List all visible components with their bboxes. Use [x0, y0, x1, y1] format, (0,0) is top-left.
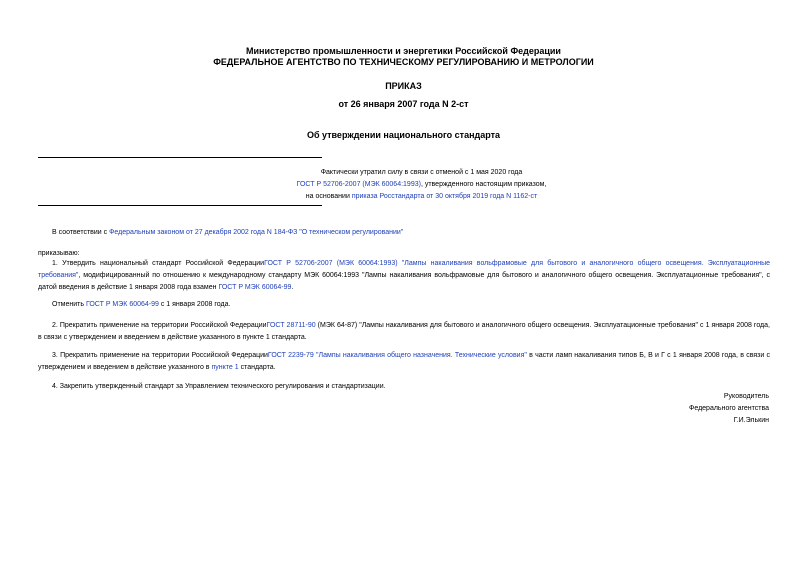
status-note	[38, 167, 805, 203]
gost-r-52706-standard-link[interactable]: ГОСТ Р 52706-2007 (МЭК 60064:1993) "Лампы накаливания вольфрамовые для бытового и аналогичного общего освещения. Эксплуатационные требования"	[38, 260, 770, 279]
status-note-line3: на основании приказа Росстандарта от 30 октября 2019 года N 1162-ст	[305, 193, 538, 200]
gost-28711-link[interactable]: ГОСТ 28711-90	[266, 322, 316, 329]
status-note-line2: ГОСТ Р 52706-2007 (МЭК 60064:1993), утвержденного настоящим приказом,	[296, 181, 547, 188]
paragraph-1: 1. Утвердить национальный стандарт Российской ФедерацииГОСТ Р 52706-2007 (МЭК 60064:1993) "Лампы накаливания вольфрамовые для бытового и аналогичного общего освещения. Эксплуатационные требования", модифицированный по отношению к международному стандарту МЭК 60064:1993 "Лампы накаливания вольфрамовые для бытового и аналогичного общего освещения. Эксплуатационные требования", с датой введения в действие 1 января 2008 года взамен ГОСТ Р МЭК 60064-99.	[38, 260, 770, 291]
order-word: приказываю:	[38, 250, 80, 257]
doc-date: от 26 января 2007 года N 2-ст	[338, 99, 469, 109]
rosstandart-order-link[interactable]: приказа Росстандарта от 30 октября 2019 года N 1162-ст	[351, 193, 538, 200]
paragraph-2: 2. Прекратить применение на территории Российской ФедерацииГОСТ 28711-90 (МЭК 64-87) "Лампы накаливания для бытового и аналогичного общего освещения. Эксплуатационные требования" с 1 января 2008 года, в связи с утверждением и введением в действие указанного в пункте 1 стандарта.	[38, 322, 770, 341]
intro-paragraph: В соответствии с Федеральным законом от 27 декабря 2002 года N 184-ФЗ "О техническом регулировании"	[52, 229, 404, 236]
signature-org: Федерального агентства	[689, 405, 769, 412]
signature-name: Г.И.Элькин	[733, 417, 769, 424]
gost-2239-link[interactable]: ГОСТ 2239-79 "Лампы накаливания общего назначения. Технические условия"	[267, 352, 527, 359]
signature-role: Руководитель	[723, 393, 769, 400]
cancel-paragraph: Отменить ГОСТ Р МЭК 60064-99 с 1 января 2008 года.	[52, 301, 231, 308]
divider-top	[38, 157, 322, 158]
agency-title: ФЕДЕРАЛЬНОЕ АГЕНТСТВО ПО ТЕХНИЧЕСКОМУ РЕГУЛИРОВАНИЮ И МЕТРОЛОГИИ	[213, 57, 594, 67]
doc-type: ПРИКАЗ	[385, 81, 422, 91]
divider-bottom	[38, 205, 322, 206]
ministry-title: Министерство промышленности и энергетики Российской Федерации	[246, 46, 561, 56]
paragraph-1-ref-link[interactable]: пункте 1	[211, 364, 239, 371]
status-note-line1: Фактически утратил силу в связи с отменой с 1 мая 2020 года	[320, 169, 523, 176]
paragraph-4: 4. Закрепить утвержденный стандарт за Управлением технического регулирования и стандартизации.	[52, 383, 386, 390]
gost-r-52706-link[interactable]: ГОСТ Р 52706-2007 (МЭК 60064:1993)	[296, 181, 421, 188]
federal-law-link[interactable]: Федеральным законом от 27 декабря 2002 года N 184-ФЗ "О техническом регулировании"	[109, 229, 404, 236]
gost-r-mek-60064-cancel-link[interactable]: ГОСТ Р МЭК 60064-99	[85, 301, 159, 308]
gost-r-mek-60064-link[interactable]: ГОСТ Р МЭК 60064-99	[218, 284, 292, 291]
doc-subject: Об утверждении национального стандарта	[306, 130, 501, 140]
paragraph-3: 3. Прекратить применение на территории Российской ФедерацииГОСТ 2239-79 "Лампы накаливания общего назначения. Технические условия" в части ламп накаливания типов Б, В и Г с 1 января 2008 года, в связи с утверждением и введением в действие указанного в пункте 1 стандарта.	[38, 352, 771, 371]
signature-block	[569, 391, 769, 427]
